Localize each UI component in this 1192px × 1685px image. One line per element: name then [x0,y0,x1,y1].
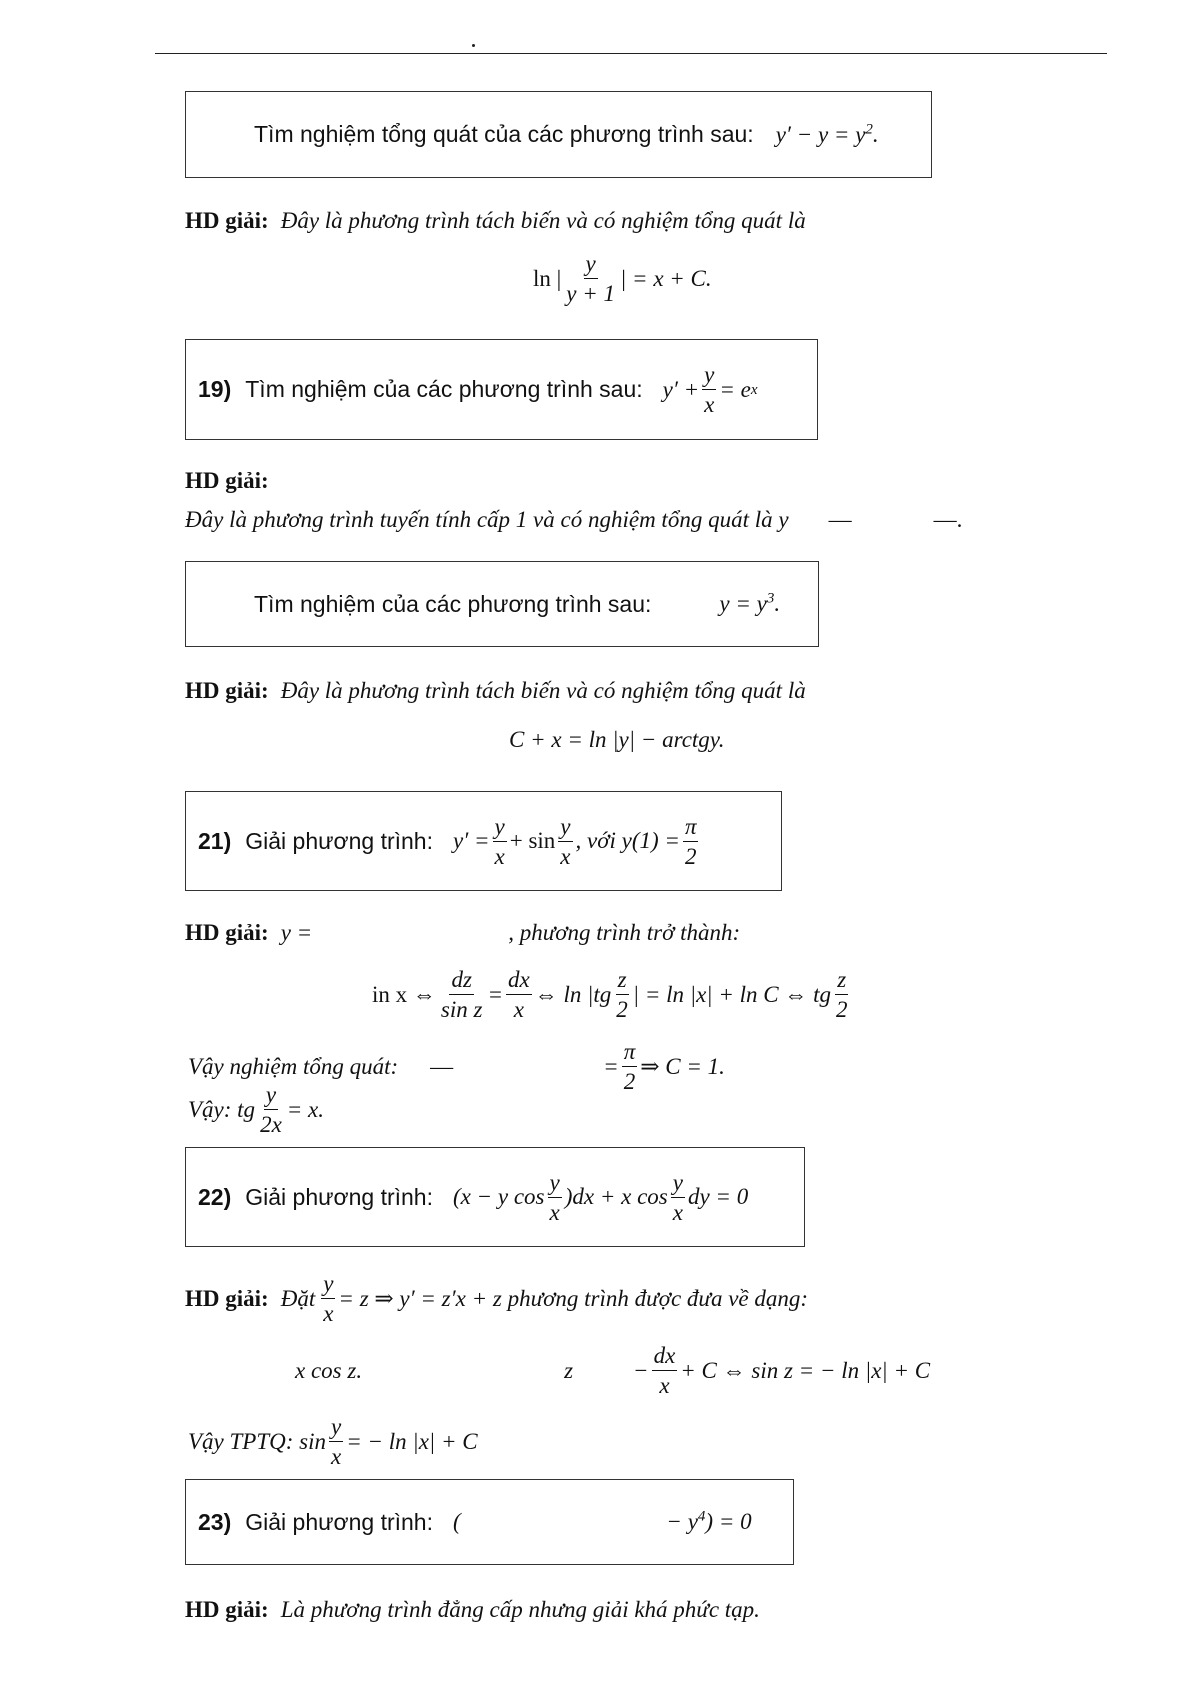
problem-21-hint: HD giải: y = , phương trình trở thành: [185,920,741,945]
hint-label: HD giải: [185,208,269,233]
header-dot [472,44,475,47]
problem-20-solution: C + x = ln |y| − arctgy. [509,727,725,752]
problem-19-hint-label: HD giải: [185,468,269,493]
problem-18-statement: Tìm nghiệm tổng quát của các phương trình sau: [254,121,754,147]
problem-22-final: Vậy TPTQ: sin $\frac{y}{x}$ = − ln |x| + C [188,1414,478,1469]
problem-20-equation: $y = y^3$. [719,590,781,616]
problem-22-box: 22) Giải phương trình: (x − y cos $\frac{y}{x}$ )dx + x cos $\frac{y}{x}$ dy = 0 [185,1147,805,1247]
problem-18-equation: $y' - y = y^2$. [775,120,879,147]
problem-21-equation: y′ = $\frac{y}{x}$ + sin $\frac{y}{x}$ , với y(1) = $\frac{\pi}{2}$ [453,813,697,869]
problem-23-box: 23) Giải phương trình: ( − $y^4) = 0$ [185,1479,794,1565]
problem-18-solution: ln | $\frac{y}{y + 1}$ | = x + C. [533,251,712,306]
problem-19-equation: y′ + $\frac{y}{x}$ = e x [662,362,758,417]
problem-19-number: 19) [198,376,232,402]
problem-21-final: Vậy: tg $\frac{y}{2x}$ = x. [188,1082,325,1137]
problem-19-statement: Tìm nghiệm của các phương trình sau: [245,376,643,402]
problem-22-hint: HD giải: Đặt $\frac{y}{x}$ = z ⇒ y′ = z′x + z phương trình được đưa về dạng: [185,1271,809,1326]
header-rule [155,53,1107,54]
problem-18-box [185,91,932,178]
problem-22-equation: (x − y cos $\frac{y}{x}$ )dx + x cos $\frac{y}{x}$ dy = 0 [453,1169,749,1225]
problem-21-general: Vậy nghiệm tổng quát: — = $\frac{\pi}{2}$ ⇒ C = 1. [188,1039,725,1094]
dash-1: — [828,507,852,532]
problem-21-solution: in x ⇔ $\frac{dz}{\text{sin z}}$ = $\frac{dx}{x}$ ⇔ ln |tg $\frac{z}{2}$ | = ln |x| + ln C ⇔ tg $\frac{z}{2}$ [372,967,848,1022]
problem-19-box [185,339,818,440]
problem-20-hint: HD giải: Đây là phương trình tách biến và có nghiệm tổng quát là [185,678,806,703]
problem-20-statement: Tìm nghiệm của các phương trình sau: [254,590,652,617]
problem-22-solution: x cos z. z − $\frac{dx}{x}$ + C ⇔ sin z = − ln |x| + C [295,1343,931,1398]
dash-2: —. [933,507,963,532]
problem-20-box [185,561,819,647]
problem-18-hint [185,208,806,234]
problem-21-box: 21) Giải phương trình: y′ = $\frac{y}{x}$ + sin $\frac{y}{x}$ , với y(1) = $\frac{\pi}{2}$ [185,791,782,891]
problem-23-equation: ( − $y^4) = 0$ [453,1508,752,1534]
problem-23-hint: HD giải: Là phương trình đẳng cấp nhưng giải khá phức tạp. [185,1597,760,1622]
hint-text: Đây là phương trình tách biến và có nghiệm tổng quát là [280,208,806,233]
problem-19-hint-text: Đây là phương trình tuyến tính cấp 1 và có nghiệm tổng quát là y — —. [185,507,963,532]
